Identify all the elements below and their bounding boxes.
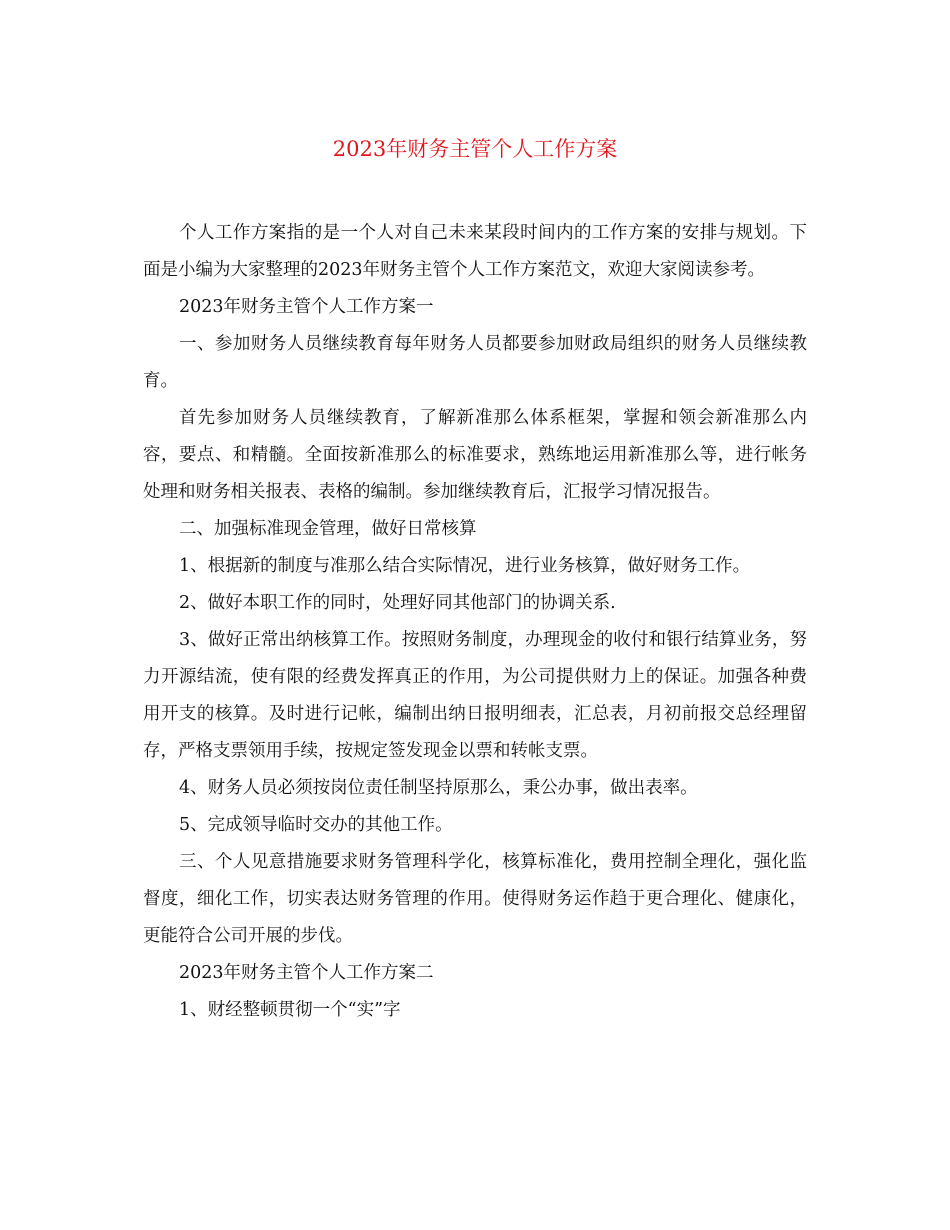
list-item-4: 4、财务人员必须按岗位责任制坚持原那么，秉公办事，做出表率。 bbox=[179, 778, 698, 798]
list-item-2: 2、做好本职工作的同时，处理好同其他部门的协调关系. bbox=[179, 593, 616, 613]
list-item-3: 3、做好正常出纳核算工作。按照财务制度，办理现金的收付和银行结算业务，努力开源结流，使有限的经费发挥真正的作用，为公司提供财力上的保证。加强各种费用开支的核算。及时进行记帐，编制出纳日报明细表，汇总表，月初前报交总经理留存，严格支票领用手续，按规定签发现金以票和转帐支票。 bbox=[143, 630, 807, 761]
paragraph-point-2: 二、加强标准现金管理，做好日常核算 bbox=[179, 519, 477, 539]
list-item-5: 5、完成领导临时交办的其他工作。 bbox=[179, 815, 453, 835]
list-item-1: 1、根据新的制度与准那么结合实际情况，进行业务核算，做好财务工作。 bbox=[179, 556, 751, 576]
list-item-plan-2-1: 1、财经整顿贯彻一个“实”字 bbox=[179, 1000, 401, 1020]
section-heading-plan-1: 2023年财务主管个人工作方案一 bbox=[179, 297, 434, 317]
document-body bbox=[143, 215, 807, 1029]
paragraph-point-1: 一、参加财务人员继续教育每年财务人员都要参加财政局组织的财务人员继续教育。 bbox=[143, 334, 807, 391]
paragraph-point-3: 三、个人见意措施要求财务管理科学化，核算标准化，费用控制全理化，强化监督度，细化工作，切实表达财务管理的作用。使得财务运作趋于更合理化、健康化，更能符合公司开展的步伐。 bbox=[143, 852, 807, 946]
document-title: 2023年财务主管个人工作方案 bbox=[332, 137, 618, 161]
paragraph-intro: 个人工作方案指的是一个人对自己未来某段时间内的工作方案的安排与规划。下面是小编为大家整理的2023年财务主管个人工作方案范文，欢迎大家阅读参考。 bbox=[143, 223, 807, 280]
paragraph-point-1-detail: 首先参加财务人员继续教育，了解新准那么体系框架，掌握和领会新准那么内容，要点、和精髓。全面按新准那么的标准要求，熟练地运用新准那么等，进行帐务处理和财务相关报表、表格的编制。参加继续教育后，汇报学习情况报告。 bbox=[143, 408, 807, 502]
section-heading-plan-2: 2023年财务主管个人工作方案二 bbox=[179, 963, 434, 983]
